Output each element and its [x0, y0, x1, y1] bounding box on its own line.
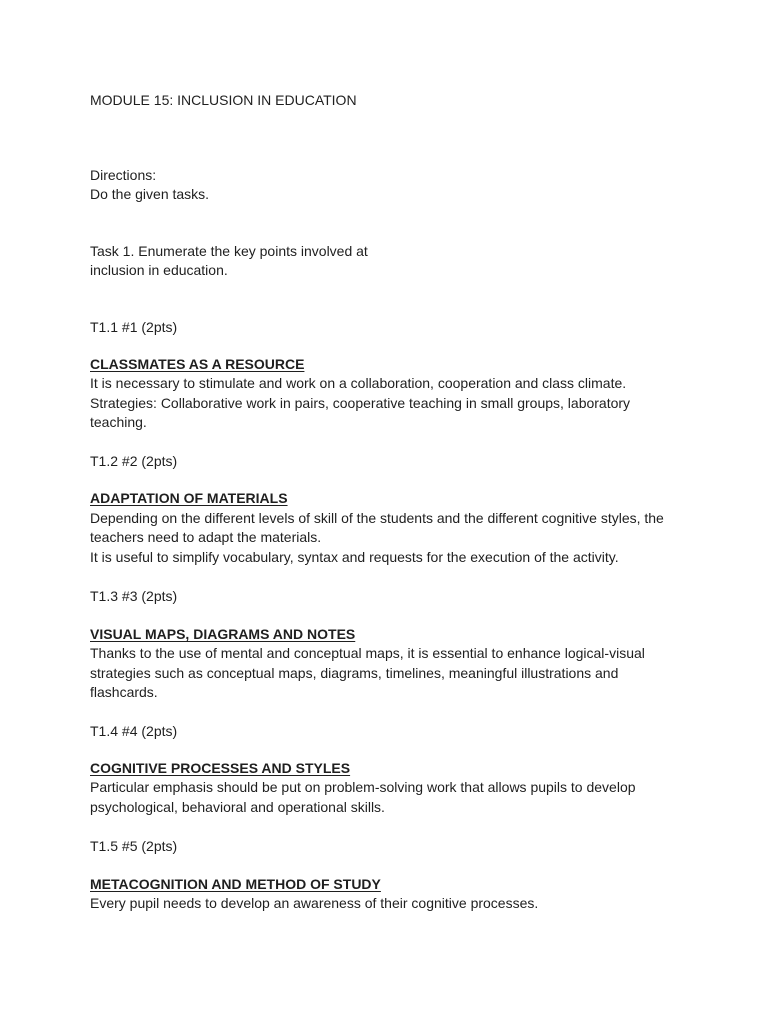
section-points: T1.1 #1 (2pts) — [90, 319, 178, 335]
section-heading: METACOGNITION AND METHOD OF STUDY — [90, 876, 381, 892]
section-points: T1.3 #3 (2pts) — [90, 588, 178, 604]
section-points: T1.4 #4 (2pts) — [90, 723, 178, 739]
section-body-line: teaching. — [90, 414, 147, 430]
section-body-line: It is useful to simplify vocabulary, syntax and requests for the execution of the activity. — [90, 549, 619, 565]
section-heading: CLASSMATES AS A RESOURCE — [90, 356, 305, 372]
section-body-line: Every pupil needs to develop an awareness of their cognitive processes. — [90, 895, 539, 911]
directions-label: Directions: — [90, 167, 157, 183]
section-body-line: strategies such as conceptual maps, diagrams, timelines, meaningful illustrations and — [90, 665, 619, 681]
directions-text: Do the given tasks. — [90, 186, 210, 202]
task-line: inclusion in education. — [90, 262, 228, 278]
section-body-line: psychological, behavioral and operational skills. — [90, 799, 385, 815]
module-title: MODULE 15: INCLUSION IN EDUCATION — [90, 92, 357, 108]
task-line: Task 1. Enumerate the key points involved at — [90, 243, 368, 259]
section-points: T1.2 #2 (2pts) — [90, 453, 178, 469]
section-body-line: Depending on the different levels of skill of the students and the different cognitive styles, the — [90, 510, 664, 526]
section-heading: VISUAL MAPS, DIAGRAMS AND NOTES — [90, 626, 356, 642]
section-heading: ADAPTATION OF MATERIALS — [90, 490, 288, 506]
section-body-line: Thanks to the use of mental and conceptual maps, it is essential to enhance logical-visual — [90, 645, 645, 661]
section-body-line: Particular emphasis should be put on problem-solving work that allows pupils to develop — [90, 779, 636, 795]
section-points: T1.5 #5 (2pts) — [90, 838, 178, 854]
section-body-line: teachers need to adapt the materials. — [90, 529, 322, 545]
section-body-line: flashcards. — [90, 684, 158, 700]
section-body-line: It is necessary to stimulate and work on a collaboration, cooperation and class climate. — [90, 375, 627, 391]
section-body-line: Strategies: Collaborative work in pairs, cooperative teaching in small groups, laboratory — [90, 395, 631, 411]
section-heading: COGNITIVE PROCESSES AND STYLES — [90, 760, 351, 776]
